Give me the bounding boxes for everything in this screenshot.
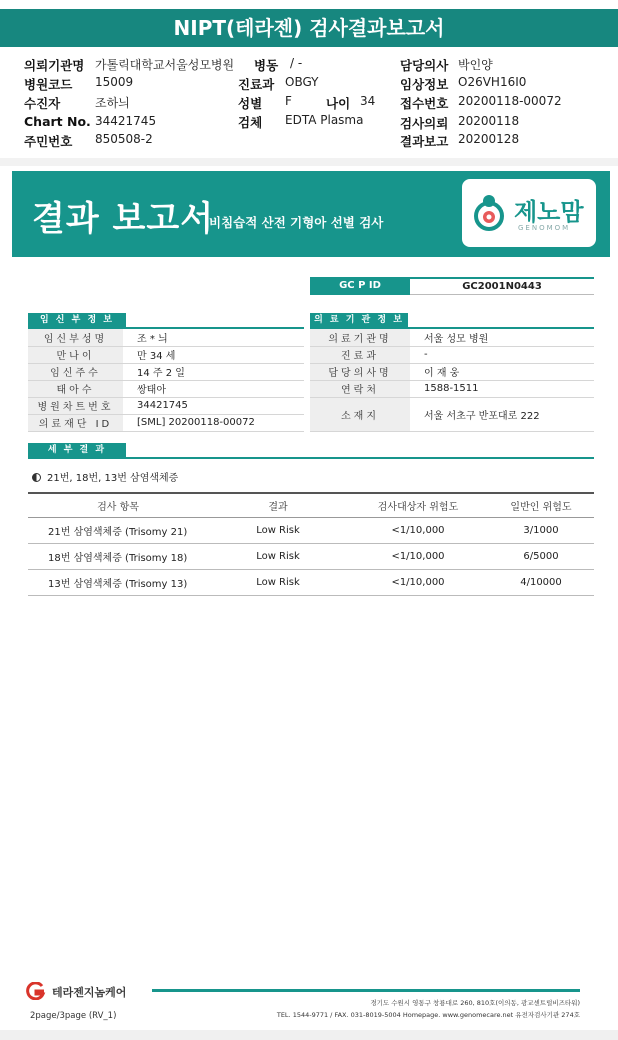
footer-address: 경기도 수원시 영통구 창룡대로 260, 810호(이의동, 광교센트럴비즈타워) (370, 999, 580, 1007)
org-label: 의뢰기관명 (24, 58, 85, 73)
table-row (310, 329, 594, 346)
result-value: Low Risk (208, 543, 348, 569)
pregnant-value: 34421745 (123, 397, 304, 414)
doctor-label: 담당의사 (400, 58, 449, 73)
clinical-label: 임상정보 (400, 77, 449, 92)
terragen-logo-icon (26, 982, 46, 1000)
medical-value: 서울 성모 병원 (410, 329, 594, 346)
footer-bar (152, 989, 580, 992)
resident-value: 850508-2 (95, 132, 153, 146)
table-header-row (28, 493, 594, 517)
clinical-value: O26VH16I0 (458, 75, 527, 89)
pregnant-value: 만 34 세 (123, 346, 304, 363)
table-row (28, 397, 304, 414)
request-label: 검사의뢰 (400, 116, 449, 131)
receipt-value: 20200118-00072 (458, 94, 562, 108)
pregnant-info-tag: 임 신 부 정 보 (28, 313, 126, 328)
table-row (28, 517, 594, 543)
pregnant-key: 의료재단 ID (28, 414, 123, 431)
col-header-result: 결과 (208, 493, 348, 517)
patient-value: 조하늬 (95, 96, 130, 110)
pregnant-value: 조 * 늬 (123, 329, 304, 346)
gcp-id-label: GC P ID (310, 277, 410, 295)
chart-label: Chart No. (24, 114, 91, 129)
subject-risk: <1/10,000 (348, 569, 488, 595)
sex-value: F (285, 94, 292, 108)
sex-label: 성별 (238, 96, 263, 111)
pregnant-key: 임신부성명 (28, 329, 123, 346)
report-title: NIPT(테라젠) 검사결과보고서 (0, 9, 618, 47)
dept-value: OBGY (285, 75, 319, 89)
result-value: Low Risk (208, 517, 348, 543)
genomom-logo-icon (472, 194, 508, 232)
medical-info-tag: 의 료 기 관 정 보 (310, 313, 408, 328)
result-item: 18번 삼염색체증 (Trisomy 18) (28, 543, 208, 569)
report-label: 결과보고 (400, 134, 449, 149)
patient-label: 수진자 (24, 96, 61, 111)
table-row (28, 329, 304, 346)
age-value: 34 (360, 94, 376, 108)
logo-subtext: GENOMOM (518, 224, 571, 232)
col-header-general-risk: 일반인 위험도 (488, 493, 594, 517)
col-header-item: 검사 항목 (28, 493, 208, 517)
table-row (28, 346, 304, 363)
gcp-id-value: GC2001N0443 (410, 277, 594, 295)
table-row (310, 397, 594, 431)
pregnant-value: 14 주 2 일 (123, 363, 304, 380)
result-banner (12, 171, 610, 257)
result-value: Low Risk (208, 569, 348, 595)
table-row (310, 346, 594, 363)
result-item: 21번 삼염색체증 (Trisomy 21) (28, 517, 208, 543)
medical-key: 소재지 (310, 397, 410, 431)
results-intro-text: 21번, 18번, 13번 삼염색체증 (47, 473, 179, 484)
table-row (310, 363, 594, 380)
results-intro (32, 469, 178, 484)
resident-label: 주민번호 (24, 134, 73, 149)
medical-info-table (310, 329, 594, 432)
general-risk: 4/10000 (488, 569, 594, 595)
ward-value: / - (290, 56, 303, 70)
table-row (28, 569, 594, 595)
pregnant-info-table (28, 329, 304, 432)
subject-risk: <1/10,000 (348, 543, 488, 569)
hospcode-label: 병원코드 (24, 77, 73, 92)
subject-risk: <1/10,000 (348, 517, 488, 543)
footer-contact: TEL. 1544-9771 / FAX. 031-8019-5004 Homepage. www.genomecare.net 유전자검사기관 274호 (276, 1011, 580, 1019)
medical-value: 1588-1511 (410, 380, 594, 397)
patient-header (0, 54, 618, 150)
receipt-label: 접수번호 (400, 96, 449, 111)
page-number: 2page/3page (RV_1) (30, 1011, 117, 1021)
medical-value: 이 재 웅 (410, 363, 594, 380)
medical-key: 연락처 (310, 380, 410, 397)
request-value: 20200118 (458, 114, 520, 128)
results-tag: 세 부 결 과 (28, 443, 126, 458)
hospcode-value: 15009 (95, 75, 134, 89)
genomom-logo (462, 179, 596, 247)
specimen-value: EDTA Plasma (285, 113, 364, 127)
table-row (28, 543, 594, 569)
pregnant-key: 병원차트번호 (28, 397, 123, 414)
pregnant-key: 임신주수 (28, 363, 123, 380)
dept-label: 진료과 (238, 77, 275, 92)
col-header-subject-risk: 검사대상자 위험도 (348, 493, 488, 517)
pregnant-key: 만나이 (28, 346, 123, 363)
org-value: 가톨릭대학교서울성모병원 (95, 58, 235, 72)
doctor-value: 박인양 (458, 58, 493, 72)
table-row (28, 363, 304, 380)
result-item: 13번 삼염색체증 (Trisomy 13) (28, 569, 208, 595)
chart-value: 34421745 (95, 114, 157, 128)
ward-label: 병동 (254, 58, 279, 73)
bottom-strip (0, 1030, 618, 1040)
medical-key: 진료과 (310, 346, 410, 363)
specimen-label: 검체 (238, 115, 263, 130)
medical-key: 의료기관명 (310, 329, 410, 346)
section-separator (0, 158, 618, 166)
report-value: 20200128 (458, 132, 520, 146)
table-row (28, 414, 304, 431)
half-circle-icon (32, 473, 41, 482)
general-risk: 3/1000 (488, 517, 594, 543)
banner-title: 결과 보고서 (32, 199, 215, 239)
company-name: 테라젠지놈케어 (52, 986, 127, 999)
medical-key: 담당의사명 (310, 363, 410, 380)
results-line (28, 457, 594, 459)
medical-value: 서울 서초구 반포대로 222 (410, 397, 594, 431)
table-row (28, 380, 304, 397)
pregnant-value: 쌍태아 (123, 380, 304, 397)
logo-text: 제노맘 (514, 198, 584, 226)
table-row (310, 380, 594, 397)
pregnant-key: 태아수 (28, 380, 123, 397)
results-table (28, 492, 594, 596)
banner-subtitle: 비침습적 산전 기형아 선별 검사 (209, 215, 384, 230)
medical-value: - (410, 346, 594, 363)
age-label: 나이 (326, 96, 351, 111)
general-risk: 6/5000 (488, 543, 594, 569)
pregnant-value: [SML] 20200118-00072 (123, 414, 304, 431)
